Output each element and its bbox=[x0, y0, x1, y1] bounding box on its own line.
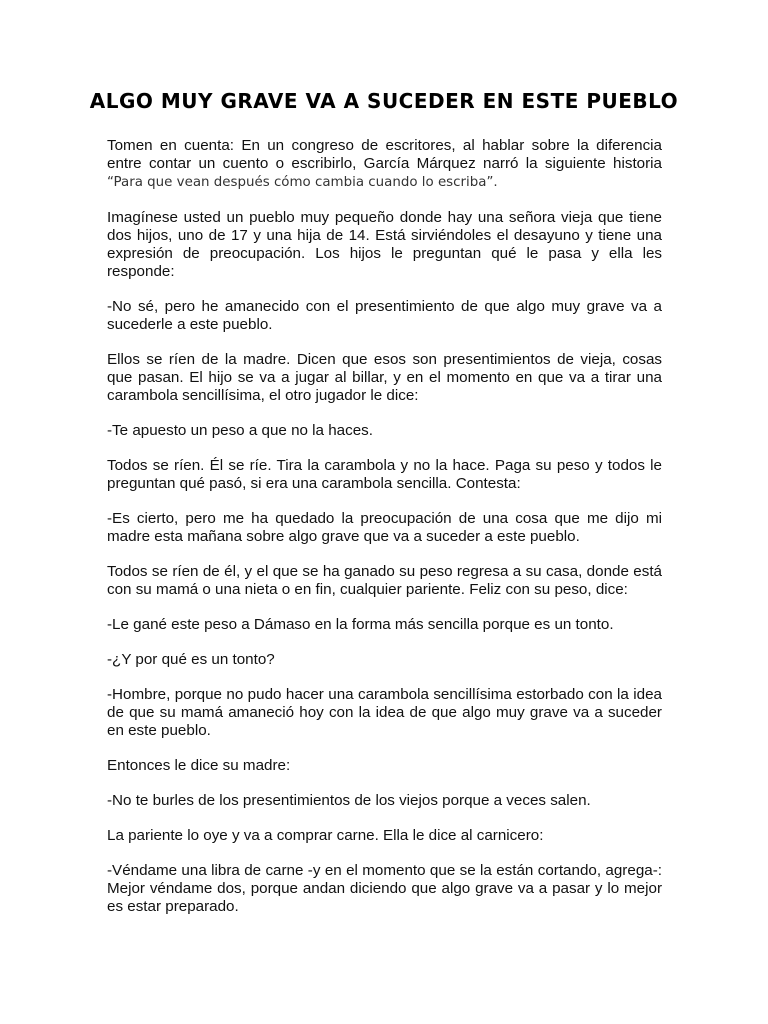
paragraph: -Es cierto, pero me ha quedado la preocupación de una cosa que me dijo mi madre esta mañana sobre algo grave que va a suceder a este pueblo. bbox=[107, 510, 662, 545]
paragraph: -¿Y por qué es un tonto? bbox=[107, 651, 275, 668]
document-body bbox=[107, 137, 662, 933]
paragraph: -Te apuesto un peso a que no la haces. bbox=[107, 422, 373, 439]
paragraph: -Le gané este peso a Dámaso en la forma más sencilla porque es un tonto. bbox=[107, 616, 614, 633]
paragraph: Entonces le dice su madre: bbox=[107, 757, 291, 774]
document-title: ALGO MUY GRAVE VA A SUCEDER EN ESTE PUEBLO bbox=[89, 89, 679, 113]
paragraph: -No sé, pero he amanecido con el presentimiento de que algo muy grave va a sucederle a este pueblo. bbox=[107, 298, 662, 333]
paragraph: Imagínese usted un pueblo muy pequeño donde hay una señora vieja que tiene dos hijos, uno de 17 y una hija de 14. Está sirviéndoles el desayuno y tiene una expresión de preocupación. Los hijos le preguntan qué le pasa y ella les responde: bbox=[107, 209, 662, 280]
paragraph-text: Tomen en cuenta: En un congreso de escritores, al hablar sobre la diferencia entre contar un cuento o escribirlo, García Márquez narró la siguiente historia bbox=[107, 137, 662, 172]
paragraph: -No te burles de los presentimientos de los viejos porque a veces salen. bbox=[107, 792, 591, 809]
paragraph bbox=[107, 137, 662, 192]
paragraph-quote: “Para que vean después cómo cambia cuando lo escriba”. bbox=[107, 175, 498, 190]
paragraph: -Véndame una libra de carne -y en el momento que se la están cortando, agrega-: Mejor véndame dos, porque andan diciendo que algo grave va a pasar y lo mejor es estar preparado. bbox=[107, 862, 662, 915]
paragraph: Todos se ríen. Él se ríe. Tira la carambola y no la hace. Paga su peso y todos le preguntan qué pasó, si era una carambola sencilla. Contesta: bbox=[107, 457, 662, 492]
paragraph: -Hombre, porque no pudo hacer una carambola sencillísima estorbado con la idea de que su mamá amaneció hoy con la idea de que algo muy grave va a suceder en este pueblo. bbox=[107, 686, 662, 739]
paragraph: Todos se ríen de él, y el que se ha ganado su peso regresa a su casa, donde está con su mamá o una nieta o en fin, cualquier pariente. Feliz con su peso, dice: bbox=[107, 563, 662, 598]
paragraph: Ellos se ríen de la madre. Dicen que esos son presentimientos de vieja, cosas que pasan. El hijo se va a jugar al billar, y en el momento en que va a tirar una carambola sencillísima, el otro jugador le dice: bbox=[107, 351, 662, 404]
paragraph: La pariente lo oye y va a comprar carne. Ella le dice al carnicero: bbox=[107, 827, 544, 844]
